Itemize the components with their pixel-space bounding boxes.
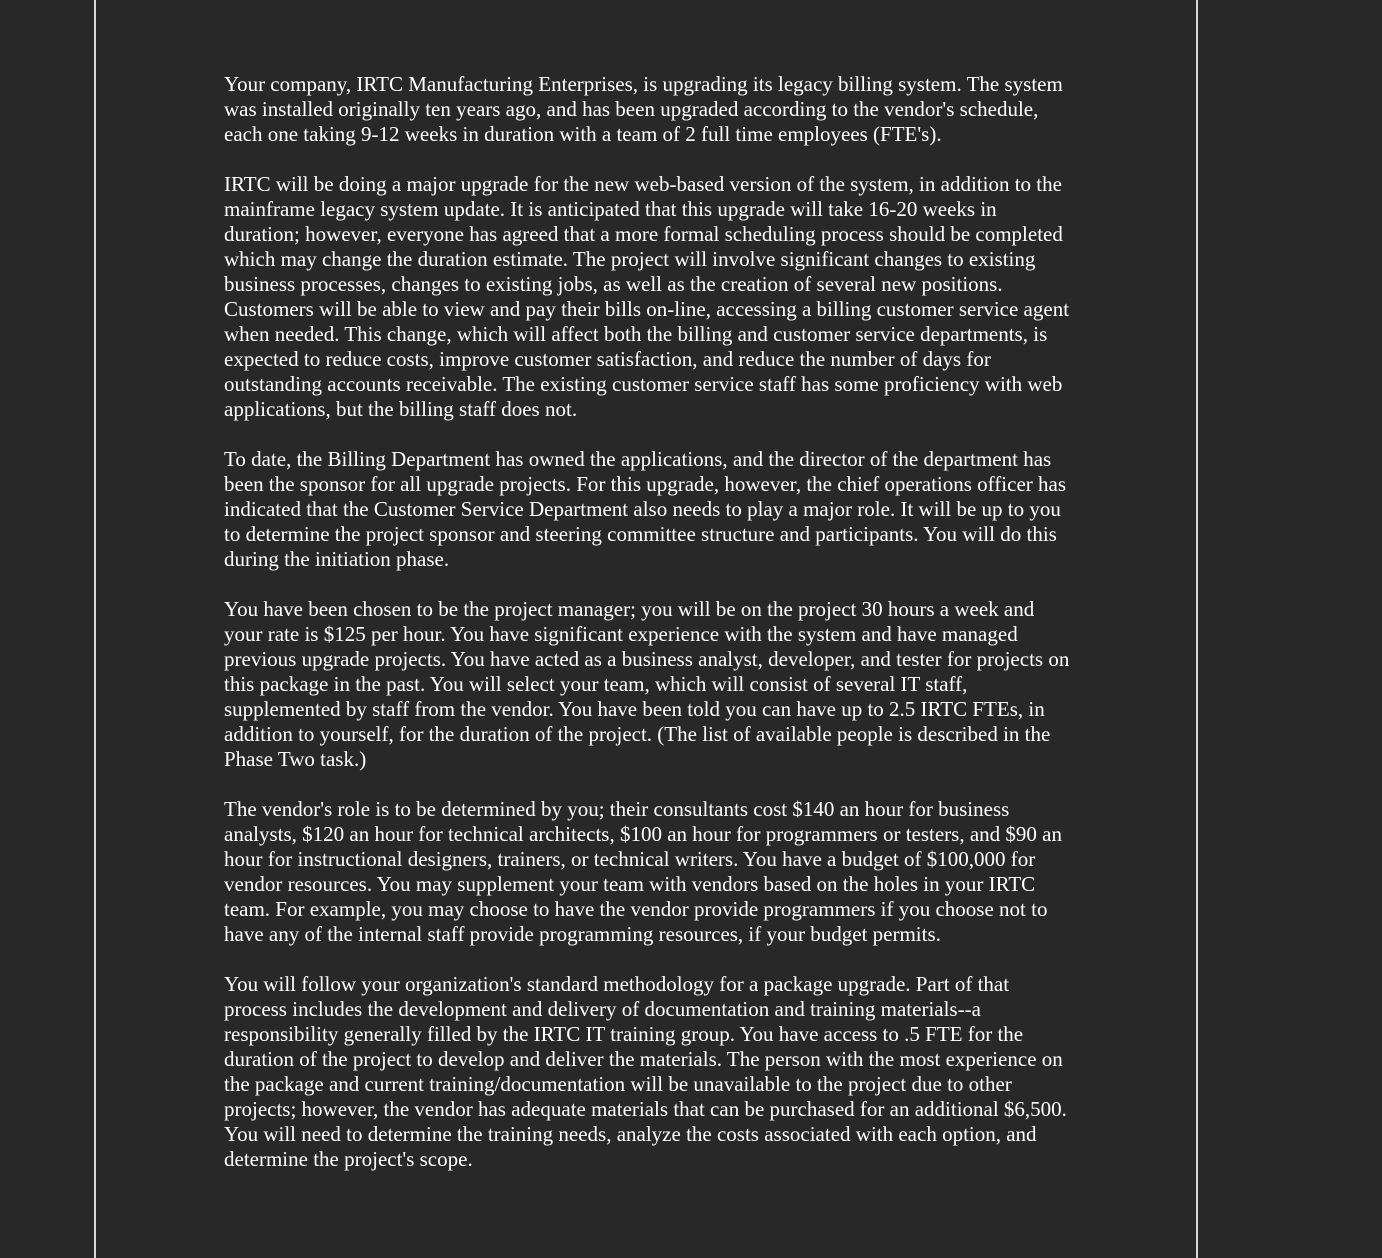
paragraph-project-manager: You have been chosen to be the project manager; you will be on the project 30 hours a week and your rate is $125 per hour. You have significant experience with the system and have managed previous upgrade projects. You have acted as a business analyst, developer, and tester for projects on this package in the past. You will select your team, which will consist of several IT staff, supplemented by staff from the vendor. You have been told you can have up to 2.5 IRTC FTEs, in addition to yourself, for the duration of the project. (The list of available people is described in the Phase Two task.) (224, 597, 1070, 771)
paragraph-sponsorship: To date, the Billing Department has owned the applications, and the director of the department has been the sponsor for all upgrade projects. For this upgrade, however, the chief operations officer has indicated that the Customer Service Department also needs to play a major role. It will be up to you to determine the project sponsor and steering committee structure and participants. You will do this during the initiation phase. (224, 447, 1066, 571)
paragraph-upgrade-scope: IRTC will be doing a major upgrade for the new web-based version of the system, in addition to the mainframe legacy system update. It is anticipated that this upgrade will take 16-20 weeks in duration; however, everyone has agreed that a more formal scheduling process should be completed which may change the duration estimate. The project will involve significant changes to existing business processes, changes to existing jobs, as well as the creation of several new positions. Customers will be able to view and pay their bills on-line, accessing a billing customer service agent when needed. This change, which will affect both the billing and customer service departments, is expected to reduce costs, improve customer satisfaction, and reduce the number of days for outstanding accounts receivable. The existing customer service staff has some proficiency with web applications, but the billing staff does not. (224, 172, 1070, 421)
right-margin-rule (1196, 0, 1198, 1258)
document-body (224, 72, 1076, 1172)
left-margin-rule (94, 0, 96, 1258)
paragraph-methodology: You will follow your organization's standard methodology for a package upgrade. Part of that process includes the development and delivery of documentation and training materials--a responsibility generally filled by the IRTC IT training group. You have access to .5 FTE for the duration of the project to develop and deliver the materials. The person with the most experience on the package and current training/documentation will be unavailable to the project due to other projects; however, the vendor has adequate materials that can be purchased for an additional $6,500. You will need to determine the training needs, analyze the costs associated with each option, and determine the project's scope. (224, 972, 1067, 1171)
paragraph-intro: Your company, IRTC Manufacturing Enterprises, is upgrading its legacy billing system. The system was installed originally ten years ago, and has been upgraded according to the vendor's schedule, each one taking 9-12 weeks in duration with a team of 2 full time employees (FTE's). (224, 72, 1063, 146)
paragraph-vendor-role: The vendor's role is to be determined by you; their consultants cost $140 an hour for business analysts, $120 an hour for technical architects, $100 an hour for programmers or testers, and $90 an hour for instructional designers, trainers, or technical writers. You have a budget of $100,000 for vendor resources. You may supplement your team with vendors based on the holes in your IRTC team. For example, you may choose to have the vendor provide programmers if you choose not to have any of the internal staff provide programming resources, if your budget permits. (224, 797, 1062, 946)
